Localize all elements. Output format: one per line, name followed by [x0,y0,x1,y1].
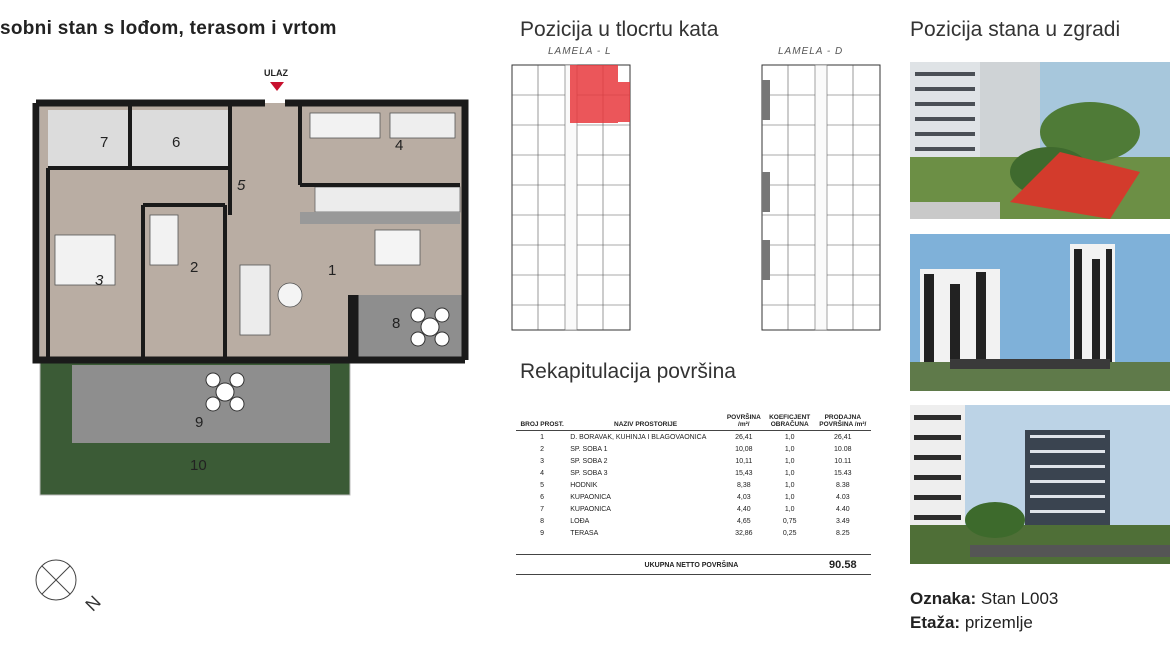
col-sale: PRODAJNA POVRŠINA /m²/ [815,412,871,431]
room-number-3: 3 [95,272,104,289]
desk-room-2 [150,215,178,265]
north-compass-icon [34,555,114,615]
kitchen-counter [315,187,460,212]
apartment-floor-plan [30,95,475,500]
building-render-street [910,405,1170,564]
table-row: 4 SP. SOBA 3 15,43 1,0 15.43 [540,469,852,477]
room-number-2: 2 [190,259,199,276]
terrace-area [72,365,330,443]
sofa [240,265,270,335]
table-row: 5 HODNIK 8,38 1,0 8.38 [540,481,850,489]
lamela-l-label: LAMELA - L [548,46,612,57]
floor-label: Etaža: prizemlje [910,613,1033,632]
table-row: 2 SP. SOBA 1 10,08 1,0 10.08 [540,445,852,453]
building-render-towers [910,234,1170,391]
kitchen-counter-shadow [300,212,460,224]
table-total-row [516,555,871,575]
table-header-row [516,412,871,431]
room-number-9: 9 [195,414,204,431]
room-number-4: 4 [395,137,404,154]
area-summary-table [516,412,871,575]
room-number-1: 1 [328,262,337,279]
loggia-area [355,295,465,357]
table-row: 9 TERASA 32,86 0,25 8.25 [540,529,850,537]
floor-value: prizemlje [964,613,1033,632]
room-number-7: 7 [100,134,109,151]
room-number-6: 6 [172,134,181,151]
north-label: N [81,591,105,615]
lamela-d-label: LAMELA - D [778,46,844,57]
floor-position-heading: Pozicija u tlocrtu kata [520,18,719,41]
table-row: 8 LOĐA 4,65 0,75 3.49 [540,517,850,525]
table-row: 7 KUPAONICA 4,40 1,0 4.40 [540,505,850,513]
col-area: POVRŠINA /m²/ [723,412,765,431]
bed-room-4 [310,113,380,138]
col-num: BROJ PROST. [516,412,568,431]
wardrobe-room-4 [390,113,455,138]
room-number-5: 5 [237,177,246,194]
table-row: 1 D. BORAVAK, KUHINJA I BLAGOVAONICA 26,41 1,0 26,41 [540,433,852,441]
entrance-label: ULAZ [264,68,288,78]
dining-table [375,230,420,265]
room-number-10: 10 [190,457,207,474]
unit-value: Stan L003 [980,589,1059,608]
total-value: 90.58 [815,555,871,575]
bed-room-3 [55,235,115,285]
building-render-courtyard [910,62,1170,219]
col-name: NAZIV PROSTORIJE [568,412,723,431]
bathroom-7 [48,110,128,166]
entrance-arrow-icon [270,82,284,91]
summary-heading: Rekapitulacija površina [520,360,736,383]
unit-label: Oznaka: Stan L003 [910,589,1059,608]
table-row: 3 SP. SOBA 2 10,11 1,0 10.11 [540,457,852,465]
col-coef: KOEFICJENT OBRAČUNA [765,412,815,431]
page-title: sobni stan s lođom, terasom i vrtom [0,18,337,39]
total-label: UKUPNA NETTO POVRŠINA [568,555,814,575]
building-position-heading: Pozicija stana u zgradi [910,18,1121,41]
coffee-table [278,283,302,307]
apartment-highlight [570,65,618,123]
room-number-8: 8 [392,315,401,332]
lamela-l-floorplan [510,60,635,332]
lamela-d-floorplan [760,60,885,332]
table-row: 6 KUPAONICA 4,03 1,0 4.03 [540,493,850,501]
